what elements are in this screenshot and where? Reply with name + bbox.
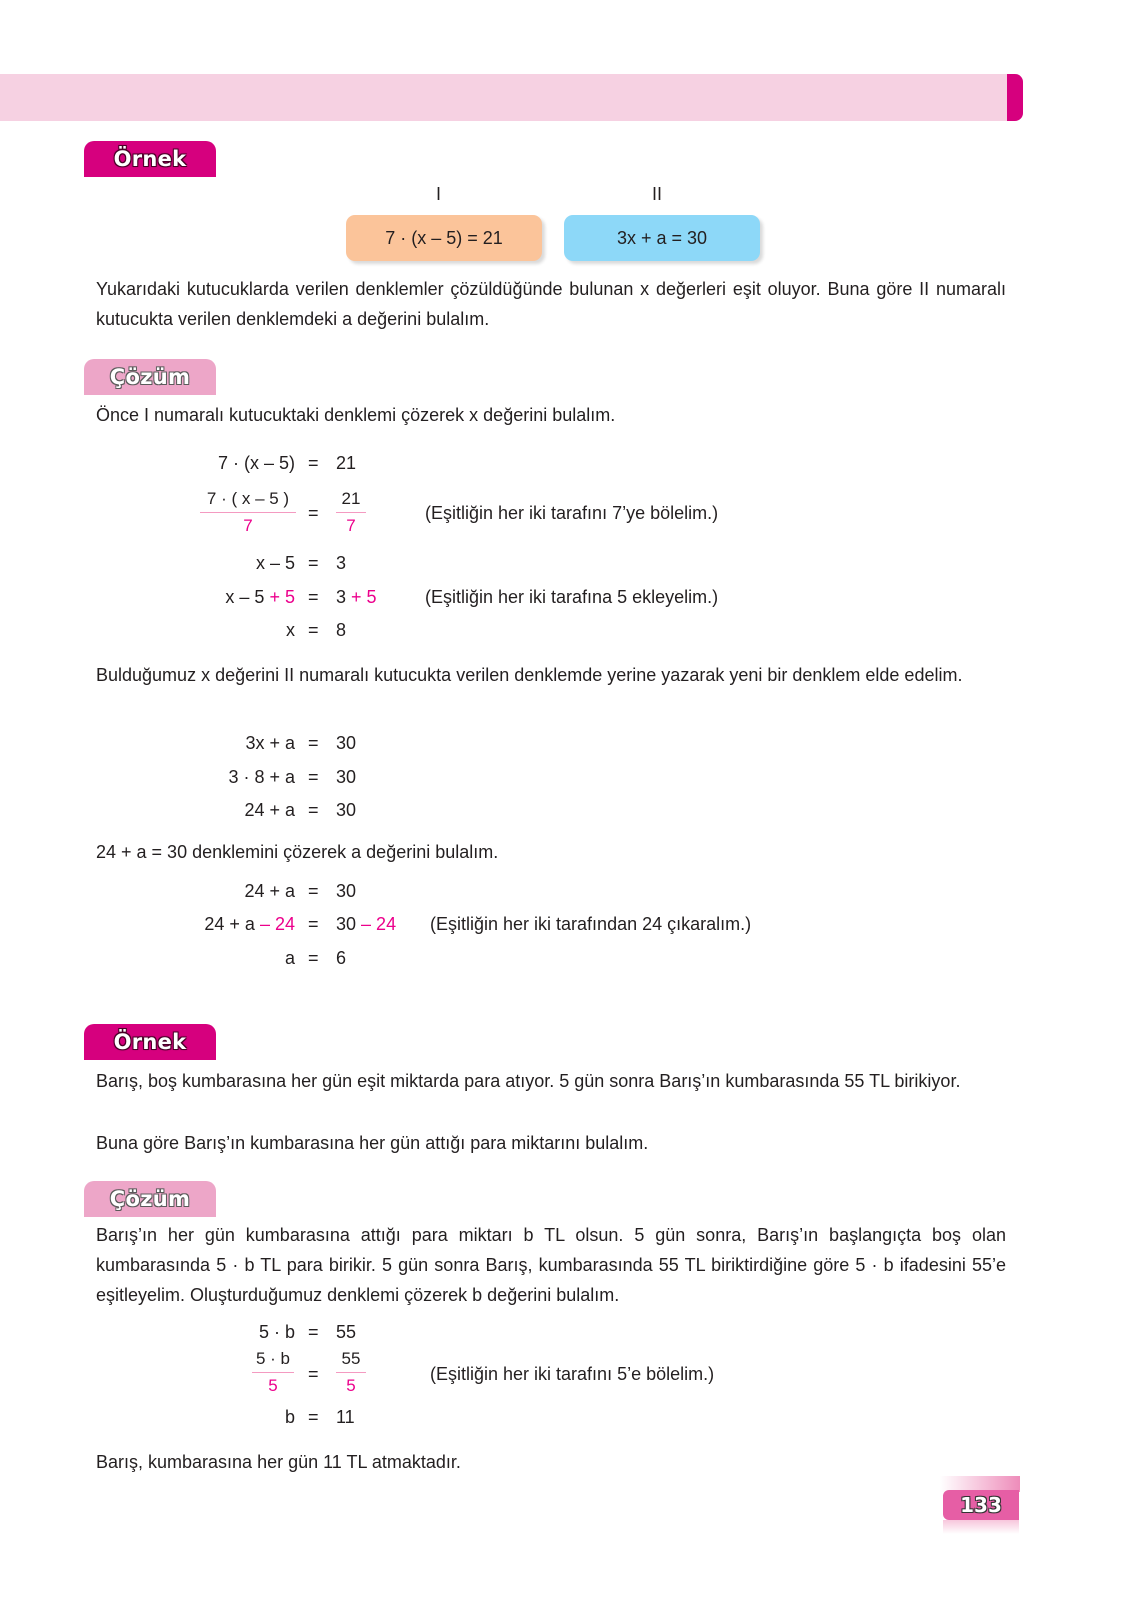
step-equals: = — [308, 732, 319, 753]
example-tab: Örnek — [84, 141, 216, 177]
step-note: (Eşitliğin her iki tarafını 5’e bölelim.) — [430, 1364, 715, 1384]
step-row — [0, 764, 1134, 790]
step-equals: = — [308, 552, 319, 573]
header-accent — [1007, 74, 1023, 121]
step-row — [0, 945, 1134, 971]
problem-text: Yukarıdaki kutucuklarda verilen denklemler çözüldüğünde bulunan x değerleri eşit oluyor. Buna göre II numaralı kutucukta verilen denklemdeki a değerini bulalım. — [96, 279, 1006, 329]
fraction-bar — [252, 1372, 294, 1373]
step-rhs: 8 — [336, 619, 347, 640]
step-row — [0, 550, 1134, 576]
solution-text: Barış’ın her gün kumbarasına attığı para miktarı b TL olsun. 5 gün sonra, Barış’ın başlangıçta boş olan kumbarasında 5 · b TL para birikir. 5 gün sonra Barış, kumbarasında 55 TL biriktirdiğine göre 5 · b ifadesini 55’e eşitleyelim. Oluşturduğumuz denklemi çözerek b değerini bulalım. — [96, 1225, 1006, 1305]
step-note: (Eşitliğin her iki tarafından 24 çıkaralım.) — [430, 913, 752, 934]
step-lhs: 3x + a — [245, 732, 295, 753]
step-lhs-subtracted: – 24 — [259, 913, 295, 934]
step-equals: = — [308, 1406, 319, 1427]
step-lhs: 3 · 8 + a — [228, 766, 295, 787]
step-equals: = — [308, 799, 319, 820]
numerator: 5 · b — [255, 1349, 291, 1368]
step-rhs: 30 — [336, 732, 357, 753]
step-row — [0, 450, 1134, 476]
step-row — [0, 797, 1134, 823]
step-rhs-subtracted: – 24 — [361, 913, 397, 934]
step-equals: = — [308, 619, 319, 640]
step-lhs: x – 5 — [255, 552, 295, 573]
header-band — [0, 74, 1023, 121]
step-rhs: 30 — [336, 880, 357, 901]
step-equals: = — [308, 1364, 319, 1384]
step-lhs: 7 · (x – 5) — [217, 452, 295, 473]
equation-box-1 — [346, 215, 542, 261]
step-equals: = — [308, 880, 319, 901]
step-equals: = — [308, 586, 319, 607]
denominator: 5 — [268, 1376, 278, 1395]
step-lhs: b — [284, 1406, 295, 1427]
solution-intro: Önce I numaralı kutucuktaki denklemi çözerek x değerini bulalım. — [96, 405, 616, 425]
fraction-bar — [336, 1372, 366, 1373]
step-equals: = — [308, 503, 319, 523]
step-row — [0, 584, 1134, 610]
step-equals: = — [308, 452, 319, 473]
step-lhs-added: + 5 — [269, 586, 295, 607]
step-rhs: 21 — [336, 452, 357, 473]
step-row — [0, 730, 1134, 756]
step-rhs: 11 — [336, 1406, 355, 1427]
example-tab: Örnek — [84, 1024, 216, 1060]
box-label-2: II — [652, 184, 663, 204]
step-row — [0, 1404, 1134, 1430]
fraction-lhs — [252, 1348, 294, 1397]
step-rhs-added: + 5 — [351, 586, 377, 607]
step-rhs: 55 — [336, 1321, 357, 1342]
solution-tab: Çözüm — [84, 359, 216, 395]
step-rhs: 30 — [336, 766, 357, 787]
equation-box-2 — [564, 215, 760, 261]
denominator: 7 — [346, 516, 356, 535]
step-lhs: x — [286, 619, 295, 640]
step-lhs: 24 + a — [244, 799, 295, 820]
step-note: (Eşitliğin her iki tarafına 5 ekleyelim.) — [425, 586, 719, 607]
denominator: 7 — [243, 516, 253, 535]
step-rhs: 3 — [336, 552, 347, 573]
step-equals: = — [308, 947, 319, 968]
step-rhs: 30 — [336, 799, 357, 820]
numerator: 7 · ( x – 5 ) — [206, 489, 290, 508]
step-lhs: a — [284, 947, 295, 968]
step-equals: = — [308, 913, 319, 934]
numerator: 21 — [341, 489, 361, 508]
substitution-text: Bulduğumuz x değerini II numaralı kutucukta verilen denklemde yerine yazarak yeni bir denklem elde edelim. — [96, 665, 963, 685]
step-lhs: 5 · b — [258, 1321, 295, 1342]
step-lhs: 24 + a — [204, 913, 255, 934]
fraction-rhs — [336, 1348, 366, 1397]
fraction-lhs — [200, 488, 296, 537]
step-equals: = — [308, 1321, 319, 1342]
equation-2: 3x + a = 30 — [616, 227, 708, 248]
step-rhs: 30 — [336, 913, 357, 934]
step-note: (Eşitliğin her iki tarafını 7’ye bölelim.) — [425, 503, 719, 523]
conclusion-text: Barış, kumbarasına her gün 11 TL atmaktadır. — [96, 1452, 461, 1472]
step-row — [0, 878, 1134, 904]
step-row — [0, 617, 1134, 643]
problem-question: Buna göre Barış’ın kumbarasına her gün attığı para miktarını bulalım. — [96, 1133, 649, 1153]
fraction-rhs — [336, 488, 366, 537]
numerator: 55 — [341, 1349, 361, 1368]
step-lhs: 24 + a — [244, 880, 295, 901]
step-equals: = — [308, 766, 319, 787]
step-row — [0, 911, 1134, 937]
denominator: 5 — [346, 1376, 356, 1395]
equation-1: 7 · (x – 5) = 21 — [385, 227, 503, 248]
step-rhs: 6 — [336, 947, 347, 968]
fraction-bar — [336, 512, 366, 513]
fraction-bar — [200, 512, 296, 513]
step-row — [0, 1319, 1134, 1345]
step-rhs: 3 — [336, 586, 347, 607]
step-lhs: x – 5 — [225, 586, 265, 607]
box-label-1: I — [436, 184, 442, 204]
solve-a-text: 24 + a = 30 denklemini çözerek a değerini bulalım. — [96, 842, 499, 862]
problem-text: Barış, boş kumbarasına her gün eşit miktarda para atıyor. 5 gün sonra Barış’ın kumbarasında 55 TL birikiyor. — [96, 1071, 961, 1091]
solution-tab: Çözüm — [84, 1181, 216, 1217]
page-number-shadow — [943, 1520, 1019, 1534]
page-number: 133 — [943, 1490, 1019, 1520]
